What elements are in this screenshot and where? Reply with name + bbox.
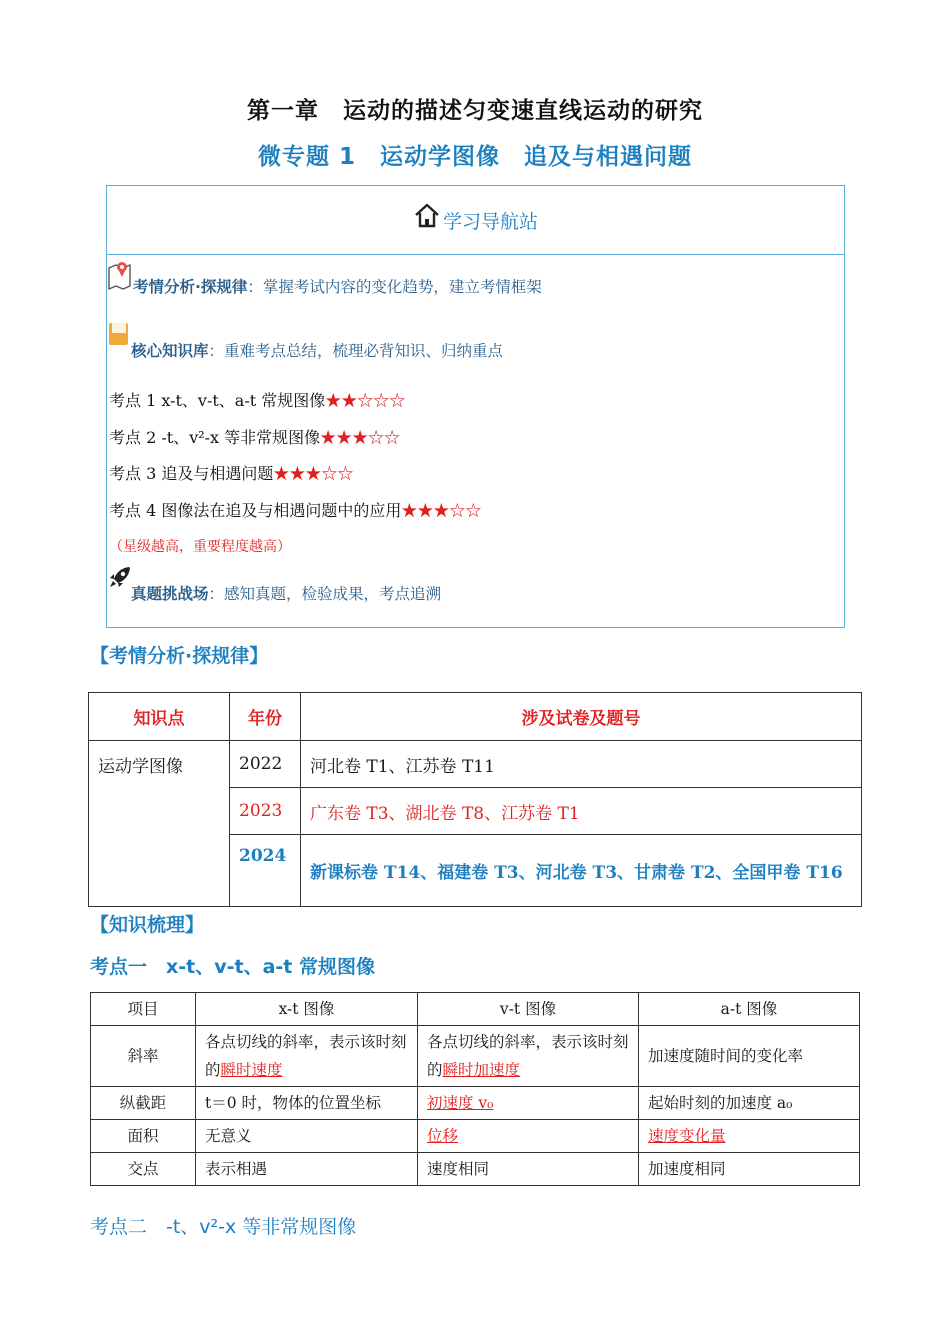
header-topic: 知识点 <box>89 693 230 741</box>
point-1-label: 考点 1 x-t、v-t、a-t 常规图像 <box>109 391 326 410</box>
topic-cell: 运动学图像 <box>89 741 230 907</box>
slope-vt <box>418 1026 639 1087</box>
area-at-key: 速度变化量 <box>648 1127 726 1145</box>
intercept-vt-key: 初速度 v₀ <box>427 1094 494 1112</box>
nav-row-knowledge-label: 核心知识库 <box>131 342 209 360</box>
col-item: 项目 <box>91 993 196 1026</box>
year-cell: 2022 <box>230 741 301 788</box>
nav-row-analysis-text: ：掌握考试内容的变化趋势，建立考情框架 <box>247 278 542 296</box>
slope-at: 加速度随时间的变化率 <box>639 1026 860 1087</box>
point-1 <box>109 388 405 411</box>
intercept-vt <box>418 1087 639 1120</box>
map-pin-icon <box>107 258 133 290</box>
area-xt: 无意义 <box>196 1120 418 1153</box>
home-icon <box>413 201 441 229</box>
row-label-area: 面积 <box>91 1120 196 1153</box>
col-vt: v-t 图像 <box>418 993 639 1026</box>
slope-vt-text: 各点切线的斜率，表示该时刻的 <box>427 1033 629 1079</box>
slope-xt <box>196 1026 418 1087</box>
slope-xt-text: 各点切线的斜率，表示该时刻的 <box>205 1033 407 1079</box>
row-label-intersection: 交点 <box>91 1153 196 1186</box>
point-4-stars: ★★★☆☆ <box>401 501 482 520</box>
kp2-heading: 考点二 -t、v²-x 等非常规图像 <box>90 1216 357 1238</box>
header-year: 年份 <box>230 693 301 741</box>
slope-xt-key: 瞬时速度 <box>220 1061 283 1079</box>
nav-row-analysis <box>133 275 542 297</box>
point-4 <box>109 498 481 521</box>
intersection-at: 加速度相同 <box>639 1153 860 1186</box>
nav-row-exam-label: 真题挑战场 <box>131 585 209 603</box>
col-xt: x-t 图像 <box>196 993 418 1026</box>
intersection-vt: 速度相同 <box>418 1153 639 1186</box>
row-label-slope: 斜率 <box>91 1026 196 1087</box>
nav-row-knowledge <box>131 339 503 361</box>
nav-row-knowledge-text: ：重难考点总结，梳理必背知识、归纳重点 <box>208 342 504 360</box>
graph-table <box>90 992 860 1186</box>
table-row <box>89 741 862 788</box>
slope-vt-key: 瞬时加速度 <box>442 1061 521 1079</box>
row-label-intercept: 纵截距 <box>91 1087 196 1120</box>
papers-cell: 河北卷 T1、江苏卷 T11 <box>301 741 862 788</box>
table-row <box>91 1120 860 1153</box>
papers-cell: 新课标卷 T14、福建卷 T3、河北卷 T3、甘肃卷 T2、全国甲卷 T16 <box>301 835 862 907</box>
nav-box <box>106 185 845 628</box>
nav-row-exam <box>131 582 441 604</box>
col-at: a-t 图像 <box>639 993 860 1026</box>
area-vt <box>418 1120 639 1153</box>
year-cell: 2024 <box>230 835 301 907</box>
point-2 <box>109 425 400 448</box>
point-4-label: 考点 4 图像法在追及与相遇问题中的应用 <box>109 501 402 520</box>
table-row <box>91 993 860 1026</box>
header-papers: 涉及试卷及题号 <box>301 693 862 741</box>
intersection-xt: 表示相遇 <box>196 1153 418 1186</box>
rocket-icon <box>107 564 133 590</box>
nav-title: 学习导航站 <box>442 210 538 233</box>
section-knowledge-heading: 【知识梳理】 <box>90 914 205 936</box>
section-analysis-heading: 【考情分析·探规律】 <box>90 645 269 667</box>
area-vt-key: 位移 <box>427 1127 459 1145</box>
table-row <box>91 1026 860 1087</box>
area-at <box>639 1120 860 1153</box>
exam-table <box>88 692 862 907</box>
point-2-label: 考点 2 -t、v²-x 等非常规图像 <box>109 428 321 447</box>
point-3-stars: ★★★☆☆ <box>273 464 354 483</box>
nav-row-exam-text: ：感知真题，检验成果，考点追溯 <box>208 585 442 603</box>
chapter-title: 第一章 运动的描述匀变速直线运动的研究 <box>247 98 703 124</box>
nav-row-analysis-label: 考情分析·探规律 <box>133 278 248 296</box>
year-cell: 2023 <box>230 788 301 835</box>
point-3 <box>109 461 353 484</box>
point-2-stars: ★★★☆☆ <box>320 428 401 447</box>
topic-title: 微专题 1 运动学图像 追及与相遇问题 <box>257 144 692 170</box>
point-1-stars: ★★☆☆☆ <box>325 391 406 410</box>
point-3-label: 考点 3 追及与相遇问题 <box>109 464 274 483</box>
intercept-at: 起始时刻的加速度 a₀ <box>639 1087 860 1120</box>
papers-cell: 广东卷 T3、湖北卷 T8、江苏卷 T1 <box>301 788 862 835</box>
star-note <box>109 536 291 556</box>
intercept-xt: t＝0 时，物体的位置坐标 <box>196 1087 418 1120</box>
star-note-text: （星级越高，重要程度越高） <box>109 539 291 555</box>
book-icon <box>107 321 131 347</box>
table-row <box>91 1087 860 1120</box>
kp1-heading: 考点一 x-t、v-t、a-t 常规图像 <box>90 956 375 978</box>
nav-header <box>107 186 844 255</box>
table-row <box>91 1153 860 1186</box>
exam-table-header <box>89 693 862 741</box>
